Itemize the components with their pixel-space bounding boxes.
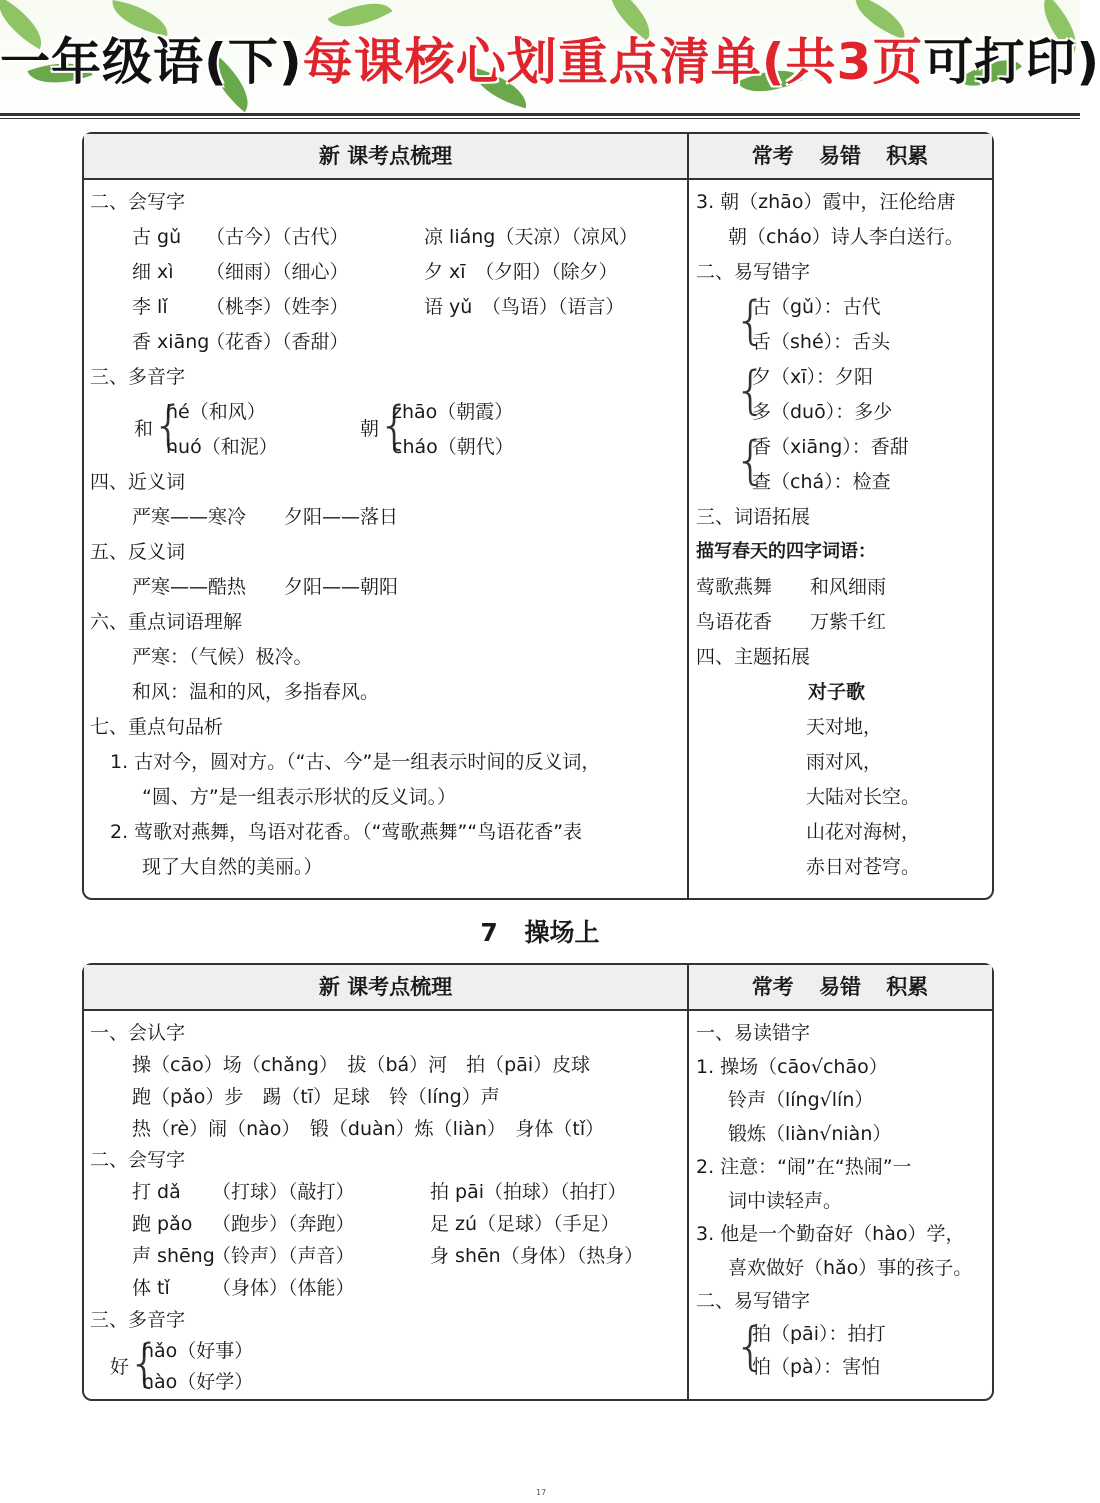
reading-row: 操（cāo）场（chǎng） 拔（bá）河 拍（pāi）皮球 <box>132 1054 591 1076</box>
reading-row: 热（rè）闹（nào） 锻（duàn）炼（liàn） 身体（tǐ） <box>132 1118 605 1140</box>
section-title: 三、词语拓展 <box>696 506 811 528</box>
title-part-1: 一年级语(下) <box>0 33 303 91</box>
synonym-pair: 严寒——寒冷 夕阳——落日 <box>132 506 399 528</box>
brace-icon: { <box>734 361 768 421</box>
idiom-row: 鸟语花香 万紫千红 <box>696 611 887 633</box>
sentence-analysis: 2. 莺歌对燕舞，鸟语对花香。（“莺歌燕舞”“鸟语花香”表 <box>110 821 583 843</box>
divider <box>0 118 1080 119</box>
word-entry: （跑步）（奔跑） <box>212 1213 355 1235</box>
reading: zhāo（朝霞） <box>392 401 514 423</box>
polyphone-char: 朝 <box>360 418 380 440</box>
brace-icon: { <box>378 396 412 456</box>
idiom-row: 莺歌燕舞 和风细雨 <box>696 576 887 598</box>
note-line: 铃声（líng√lín） <box>728 1089 874 1111</box>
lesson-heading <box>0 913 1080 949</box>
word-entry: 体 tǐ <box>132 1277 170 1299</box>
header-right: 常考 易错 积累 <box>751 975 929 999</box>
word-entry: （桃李）（姓李） <box>206 296 349 318</box>
antonym-pair: 严寒——酷热 夕阳——朝阳 <box>132 576 399 598</box>
reading: cháo（朝代） <box>392 436 514 458</box>
note-line: 锻炼（liàn√niàn） <box>728 1123 892 1145</box>
section-title: 六、重点词语理解 <box>90 611 243 633</box>
lesson-title: 操场上 <box>524 918 600 947</box>
page-title <box>0 22 1100 94</box>
char-pair: 舌（shé）：舌头 <box>752 331 891 353</box>
section-title: 一、会认字 <box>90 1022 186 1044</box>
word-entry: 声 shēng <box>132 1245 215 1267</box>
char-pair: 拍（pāi）：拍打 <box>752 1323 886 1345</box>
header-left: 新 课考点梳理 <box>318 975 453 999</box>
word-entry: 夕 xī （夕阳）（除夕） <box>424 261 618 283</box>
section-title: 三、多音字 <box>90 1309 186 1331</box>
header-banner <box>0 0 1100 120</box>
word-entry: （花香）（香甜） <box>206 331 349 353</box>
word-entry: 李 lǐ <box>132 296 168 318</box>
word-entry: 语 yǔ （鸟语）（语言） <box>424 296 625 318</box>
word-entry: （铃声）（声音） <box>212 1245 355 1267</box>
sentence-analysis: 现了大自然的美丽。） <box>142 856 323 878</box>
char-pair: 怕（pà）：害怕 <box>752 1356 881 1378</box>
reading: hǎo（好事） <box>142 1340 254 1362</box>
word-entry: 拍 pāi（拍球）（拍打） <box>430 1181 627 1203</box>
lesson6-summary-table <box>82 132 994 900</box>
word-entry: （身体）（体能） <box>212 1277 355 1299</box>
word-entry: （细雨）（细心） <box>206 261 349 283</box>
header-left: 新 课考点梳理 <box>318 144 453 168</box>
subheading: 描写春天的四字词语： <box>696 541 876 562</box>
note-line: 2. 注意：“闹”在“热闹”一 <box>696 1156 912 1178</box>
poem-line: 大陆对长空。 <box>806 786 921 808</box>
note-line: 3. 朝（zhāo）霞中，汪伦给唐 <box>696 191 956 213</box>
word-entry: 足 zú（足球）（手足） <box>430 1213 620 1235</box>
sentence-analysis: 1. 古对今，圆对方。（“古、今”是一组表示时间的反义词， <box>110 751 601 773</box>
column-divider <box>687 965 689 1399</box>
reading: hé（和风） <box>166 401 266 423</box>
brace-icon: { <box>734 291 768 351</box>
lesson7-summary-table <box>82 963 994 1401</box>
word-entry: （古今）（古代） <box>206 226 349 248</box>
poem-line: 雨对风， <box>806 751 883 773</box>
brace-icon: { <box>128 1334 162 1394</box>
divider <box>0 113 1080 116</box>
column-divider <box>687 134 689 898</box>
page-number: 17 <box>536 1488 547 1497</box>
definition: 和风：温和的风，多指春风。 <box>132 681 380 703</box>
word-entry: 古 gǔ <box>132 226 182 248</box>
lesson-number: 7 <box>480 918 498 947</box>
polyphone-char: 好 <box>110 1356 130 1378</box>
word-entry: 身 shēn（身体）（热身） <box>430 1245 644 1267</box>
char-pair: 香（xiāng）：香甜 <box>752 436 909 458</box>
title-part-3: 可打印) <box>923 33 1100 91</box>
brace-icon: { <box>734 1317 768 1377</box>
brace-icon: { <box>734 431 768 491</box>
brace-icon: { <box>152 396 186 456</box>
section-title: 七、重点句品析 <box>90 716 224 738</box>
definition: 严寒：（气候）极冷。 <box>132 646 313 668</box>
char-pair: 多（duō）：多少 <box>752 401 893 423</box>
reading: huó（和泥） <box>166 436 278 458</box>
word-entry: 打 dǎ <box>132 1181 181 1203</box>
section-title: 五、反义词 <box>90 541 186 563</box>
poem-line: 赤日对苍穹。 <box>806 856 921 878</box>
reading: hào（好学） <box>142 1371 254 1393</box>
section-title: 一、易读错字 <box>696 1022 811 1044</box>
section-title: 四、近义词 <box>90 471 186 493</box>
title-part-2: 每课核心划重点清单(共3页 <box>302 33 924 91</box>
sentence-analysis: “圆、方”是一组表示形状的反义词。） <box>142 786 457 808</box>
table-header <box>84 134 992 180</box>
table-header <box>84 965 992 1011</box>
char-pair: 古（gǔ）：古代 <box>752 296 881 318</box>
section-title: 三、多音字 <box>90 366 186 388</box>
char-pair: 查（chá）：检查 <box>752 471 891 493</box>
note-line: 词中读轻声。 <box>728 1190 843 1212</box>
note-line: 喜欢做好（hǎo）事的孩子。 <box>728 1257 973 1279</box>
poem-title: 对子歌 <box>808 681 866 703</box>
word-entry: 凉 liáng（天凉）（凉风） <box>424 226 638 248</box>
poem-line: 天对地， <box>806 716 883 738</box>
reading-row: 跑（pǎo）步 踢（tī）足球 铃（líng）声 <box>132 1086 500 1108</box>
char-pair: 夕（xī）：夕阳 <box>752 366 874 388</box>
section-title: 二、易写错字 <box>696 261 811 283</box>
word-entry: 香 xiāng <box>132 331 210 353</box>
word-entry: 跑 pǎo <box>132 1213 193 1235</box>
poem-line: 山花对海树， <box>806 821 921 843</box>
word-entry: （打球）（敲打） <box>212 1181 355 1203</box>
section-title: 四、主题拓展 <box>696 646 811 668</box>
note-line: 3. 他是一个勤奋好（hào）学， <box>696 1223 965 1245</box>
section-title: 二、会写字 <box>90 1149 186 1171</box>
section-title: 二、易写错字 <box>696 1290 811 1312</box>
note-line: 1. 操场（cāo√chāo） <box>696 1056 888 1078</box>
polyphone-char: 和 <box>134 418 154 440</box>
note-line: 朝（cháo）诗人李白送行。 <box>728 226 964 248</box>
header-right: 常考 易错 积累 <box>751 144 929 168</box>
word-entry: 细 xì <box>132 261 174 283</box>
section-title: 二、会写字 <box>90 191 186 213</box>
